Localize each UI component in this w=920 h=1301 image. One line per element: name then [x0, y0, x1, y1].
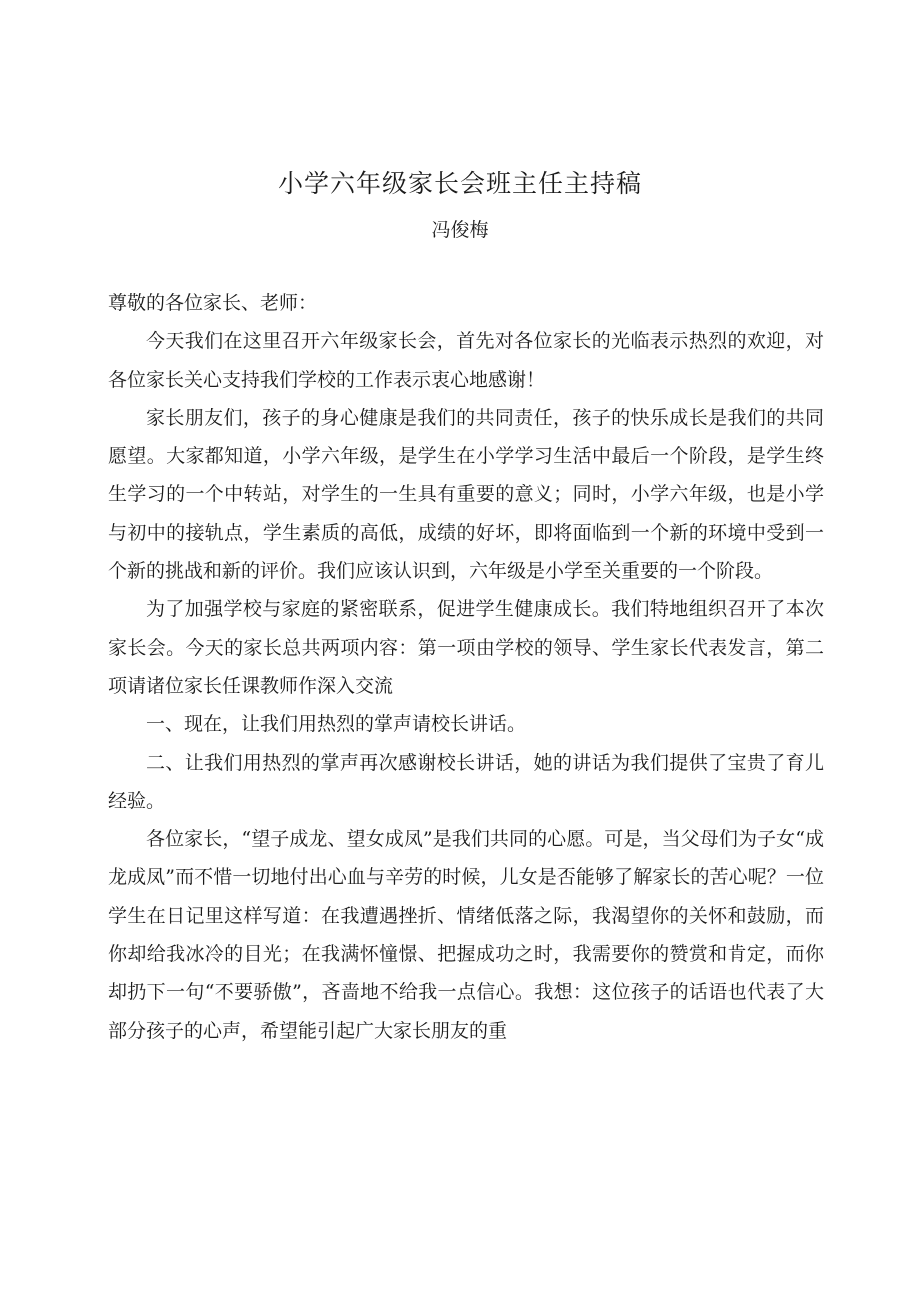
- document-body: [108, 284, 824, 1050]
- salutation: 尊敬的各位家长、老师：: [108, 292, 318, 314]
- document-author: 冯俊梅: [431, 219, 489, 241]
- paragraph: 家长朋友们，孩子的身心健康是我们的共同责任，孩子的快乐成长是我们的共同愿望。大家都知道，小学六年级，是学生在小学学习生活中最后一个阶段，是学生终生学习的一个中转站，对学生的一生具有重要的意义；同时，小学六年级，也是小学与初中的接轨点，学生素质的高低，成绩的好坏，即将面临到一个新的环境中受到一个新的挑战和新的评价。我们应该认识到，六年级是小学至关重要的一个阶段。: [108, 406, 824, 583]
- paragraph: 为了加强学校与家庭的紧密联系，促进学生健康成长。我们特地组织召开了本次家长会。今天的家长总共两项内容：第一项由学校的领导、学生家长代表发言，第二项请诸位家长任课教师作深入交流: [108, 598, 824, 697]
- document-title: 小学六年级家长会班主任主持稿: [277, 169, 642, 198]
- paragraph: 二、让我们用热烈的掌声再次感谢校长讲话，她的讲话为我们提供了宝贵了育儿经验。: [108, 751, 824, 812]
- paragraph: 一、现在，让我们用热烈的掌声请校长讲话。: [146, 713, 527, 736]
- paragraph: 各位家长，“望子成龙、望女成凤”是我们共同的心愿。可是，当父母们为子女“成龙成凤”而不惜一切地付出心血与辛劳的时候，儿女是否能够了解家长的苦心呢？一位学生在日记里这样写道：在我遭遇挫折、情绪低落之际，我渴望你的关怀和鼓励，而你却给我冰冷的目光；在我满怀憧憬、把握成功之时，我需要你的赞赏和肯定，而你却扔下一句“不要骄傲”，吝啬地不给我一点信心。我想：这位孩子的话语也代表了大部分孩子的心声，希望能引起广大家长朋友的重: [108, 828, 824, 1042]
- paragraph: 今天我们在这里召开六年级家长会，首先对各位家长的光临表示热烈的欢迎，对各位家长关心支持我们学校的工作表示衷心地感谢！: [108, 330, 824, 391]
